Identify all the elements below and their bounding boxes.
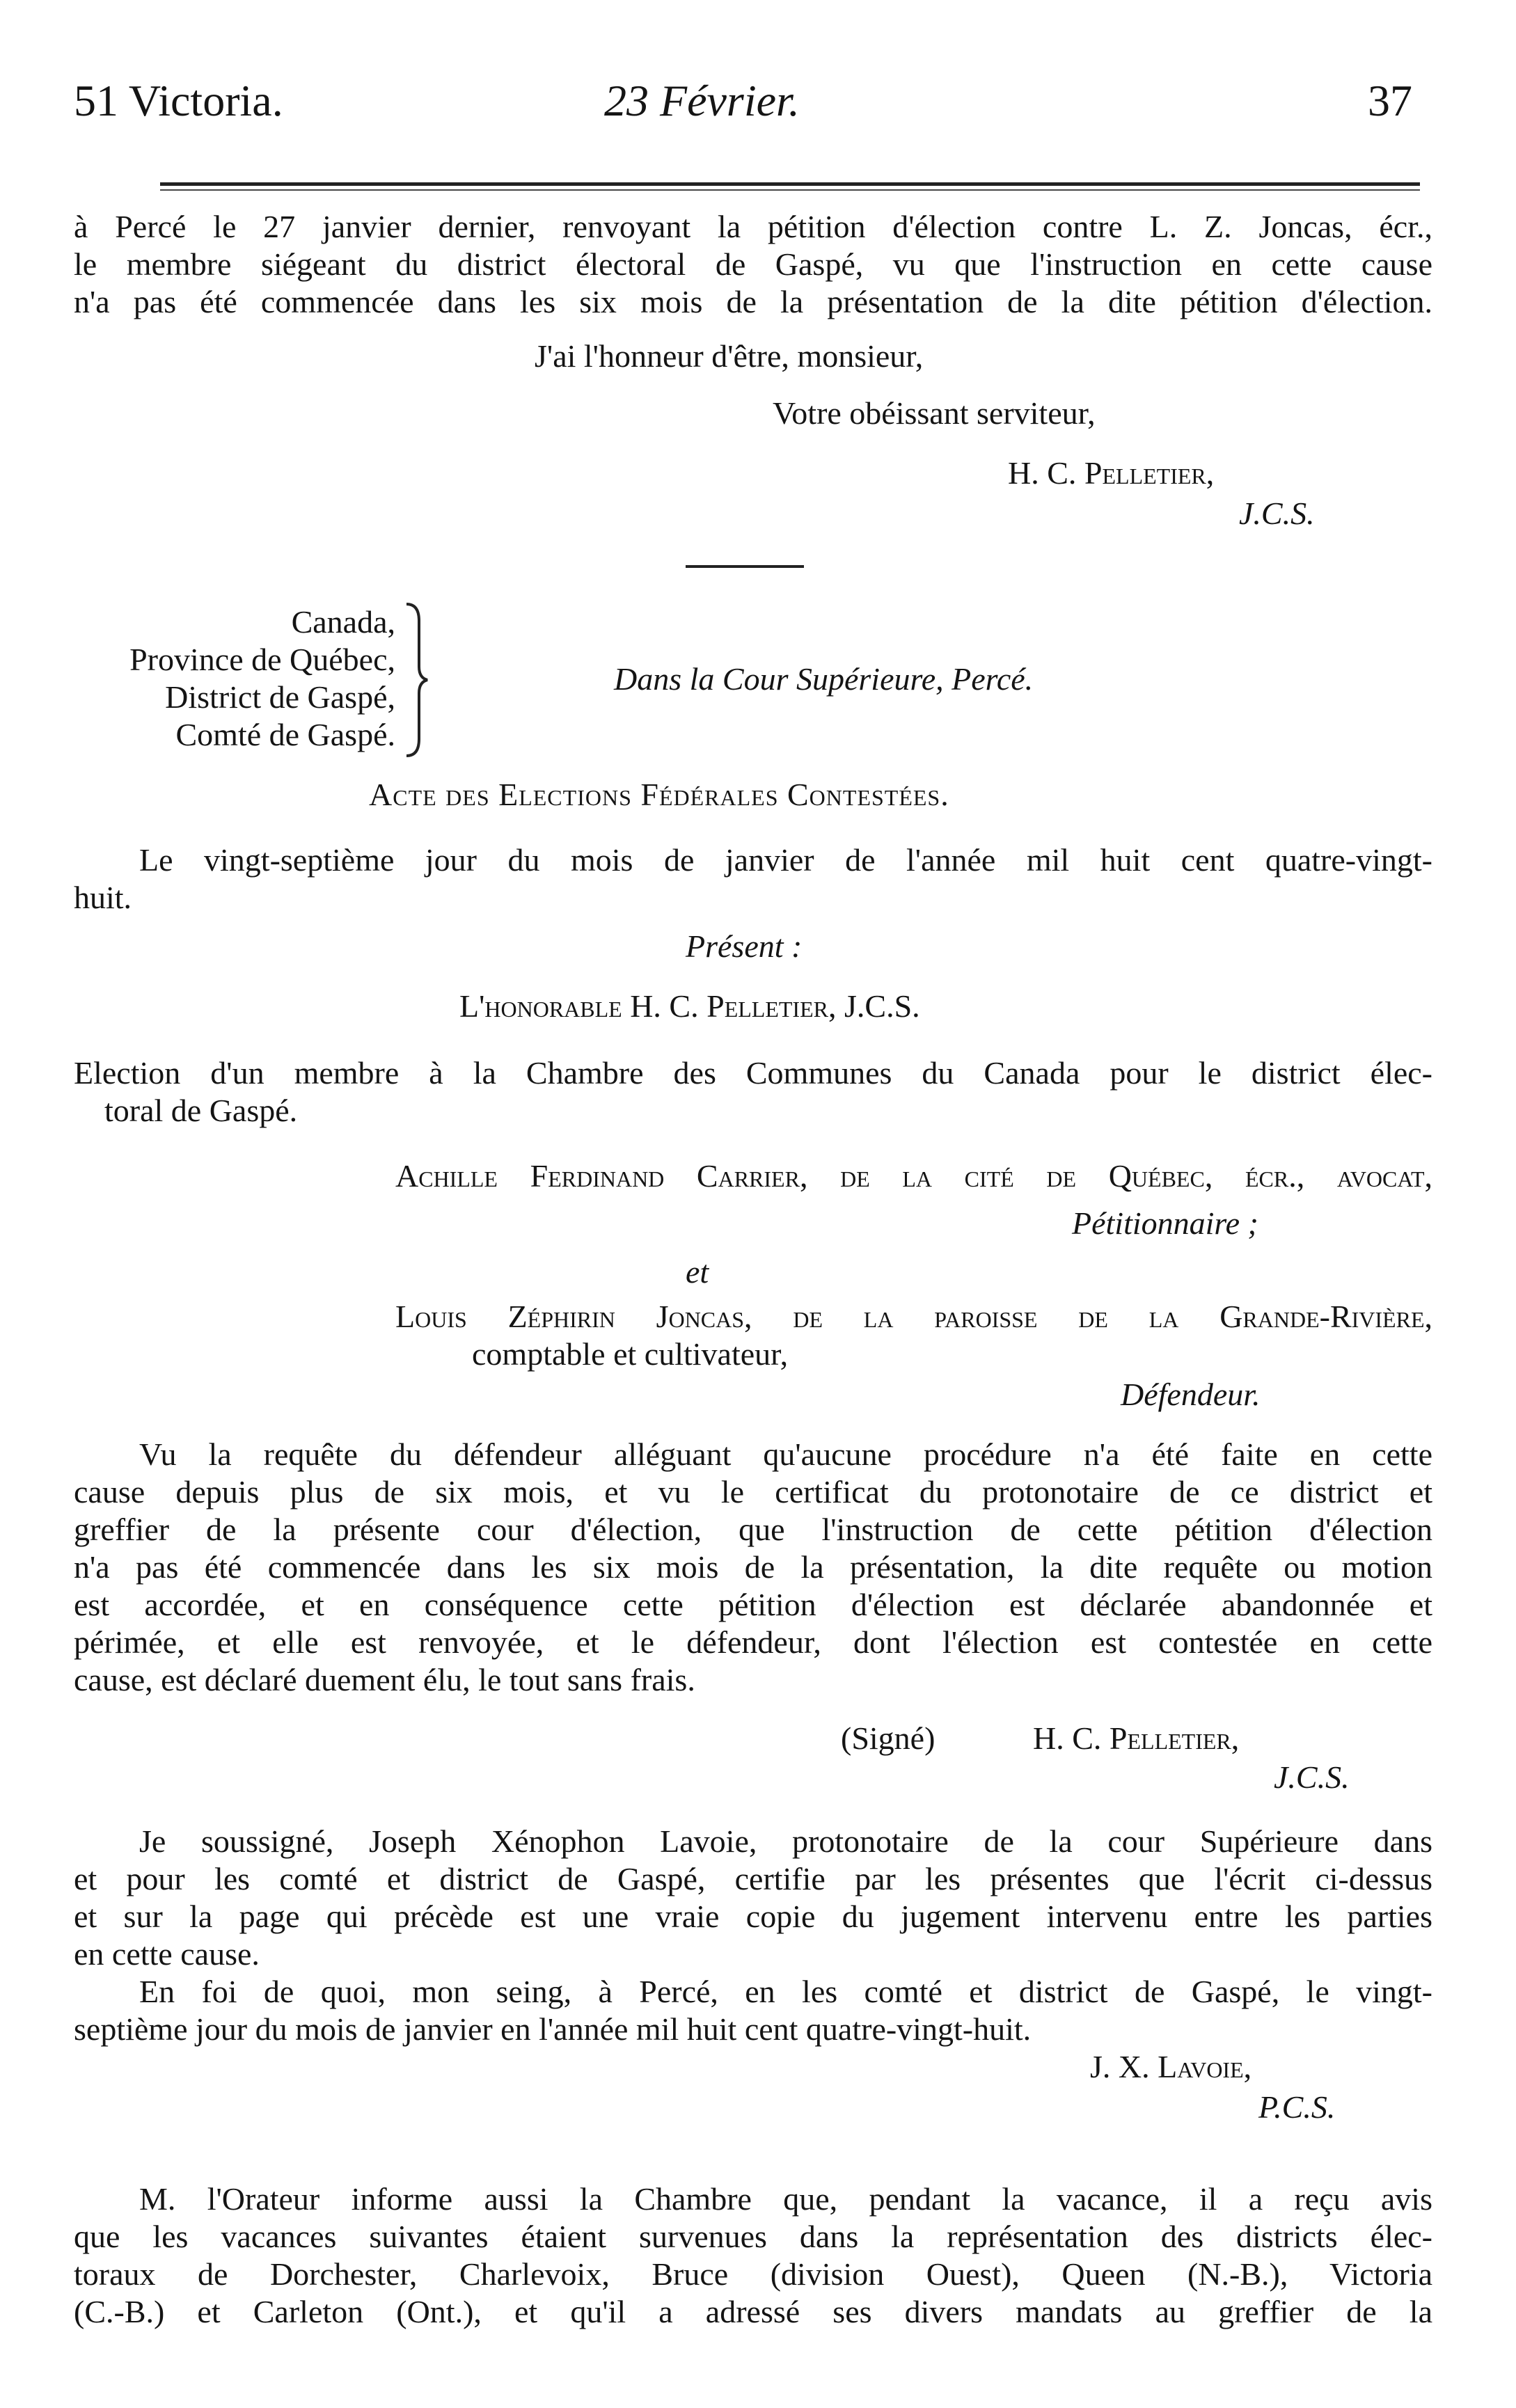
protonotary-name: J. X. Lavoie, (1090, 2049, 1252, 2084)
conjunction: et (686, 1254, 709, 1290)
signed-title: J.C.S. (1274, 1759, 1350, 1795)
faith-line: En foi de quoi, mon seing, à Percé, en les comté et district de Gaspé, le vingt- (139, 1974, 1432, 2009)
venue-line: Canada, (291, 604, 395, 640)
act-heading: Acte des Elections Fédérales Contestées. (369, 777, 949, 812)
venue-line: District de Gaspé, (165, 679, 395, 715)
date-para-line: huit. (74, 880, 132, 915)
closing-servant: Votre obéissant serviteur, (773, 395, 1096, 431)
para1-line: le membre siégeant du district électoral de Gaspé, vu que l'instruction en cette cause (74, 246, 1432, 282)
judgment-line: Vu la requête du défendeur alléguant qu'aucune procédure n'a été faite en cette (139, 1436, 1432, 1472)
header-center: 23 Février. (604, 76, 800, 125)
header-rule (160, 182, 1420, 186)
header-left: 51 Victoria. (74, 76, 283, 125)
venue-line: Comté de Gaspé. (175, 717, 395, 752)
petitioner-role: Pétitionnaire ; (1072, 1205, 1258, 1241)
closing-salutation: J'ai l'honneur d'être, monsieur, (535, 338, 924, 374)
section-divider (686, 565, 804, 568)
present-label: Présent : (686, 928, 803, 964)
brace-icon (404, 600, 432, 760)
final-line: que les vacances suivantes étaient survenues dans la représentation des districts élec- (74, 2219, 1432, 2254)
para1-line: n'a pas été commencée dans les six mois de la présentation de la dite pétition d'élection. (74, 284, 1432, 319)
final-line: M. l'Orateur informe aussi la Chambre que, pendant la vacance, il a reçu avis (139, 2181, 1432, 2217)
judgment-line: cause, est déclaré duement élu, le tout sans frais. (74, 1662, 695, 1697)
certificate-line: Je soussigné, Joseph Xénophon Lavoie, protonotaire de la cour Supérieure dans (139, 1823, 1432, 1859)
final-line: (C.-B.) et Carleton (Ont.), et qu'il a adressé ses divers mandats au greffier de la (74, 2294, 1432, 2329)
judgment-line: greffier de la présente cour d'élection, que l'instruction de cette pétition d'élection (74, 1512, 1432, 1547)
certificate-line: et pour les comté et district de Gaspé, certifie par les présentes que l'écrit ci-dessus (74, 1861, 1432, 1896)
election-line: Election d'un membre à la Chambre des Communes du Canada pour le district élec- (74, 1055, 1432, 1091)
protonotary-title: P.C.S. (1258, 2089, 1336, 2125)
defendant-role: Défendeur. (1121, 1377, 1261, 1412)
certificate-line: en cette cause. (74, 1936, 260, 1972)
certificate-line: et sur la page qui précède est une vraie copie du jugement intervenu entre les parties (74, 1899, 1432, 1934)
election-line: toral de Gaspé. (104, 1093, 298, 1128)
judgment-line: n'a pas été commencée dans les six mois de la présentation, la dite requête ou motion (74, 1549, 1432, 1585)
header-rule-thin (160, 189, 1420, 191)
signatory-name: H. C. Pelletier, (1008, 455, 1215, 491)
judgment-line: périmée, et elle est renvoyée, et le défendeur, dont l'élection est contestée en cette (74, 1624, 1432, 1660)
date-para-line: Le vingt-septième jour du mois de janvier de l'année mil huit cent quatre-vingt- (139, 842, 1432, 878)
court-name: Dans la Cour Supérieure, Percé. (614, 661, 1034, 697)
judgment-line: est accordée, et en conséquence cette pétition d'élection est déclarée abandonnée et (74, 1587, 1432, 1622)
judge-line: L'honorable H. C. Pelletier, J.C.S. (459, 988, 920, 1024)
defendant-line: comptable et cultivateur, (472, 1336, 789, 1372)
judgment-line: cause depuis plus de six mois, et vu le certificat du protonotaire de ce district et (74, 1474, 1432, 1510)
venue-line: Province de Québec, (129, 642, 395, 677)
signed-label: (Signé) (841, 1720, 935, 1756)
signed-name: H. C. Pelletier, (1033, 1720, 1240, 1756)
petitioner-line: Achille Ferdinand Carrier, de la cité de Québec, écr., avocat, (395, 1158, 1432, 1194)
faith-line: septième jour du mois de janvier en l'année mil huit cent quatre-vingt-huit. (74, 2011, 1032, 2047)
header-page-number: 37 (1368, 76, 1412, 125)
final-line: toraux de Dorchester, Charlevoix, Bruce (division Ouest), Queen (N.-B.), Victoria (74, 2256, 1432, 2292)
para1-line: à Percé le 27 janvier dernier, renvoyant la pétition d'élection contre L. Z. Joncas, écr., (74, 209, 1432, 244)
defendant-line: Louis Zéphirin Joncas, de la paroisse de la Grande-Rivière, (395, 1299, 1432, 1334)
signatory-title: J.C.S. (1239, 496, 1315, 531)
